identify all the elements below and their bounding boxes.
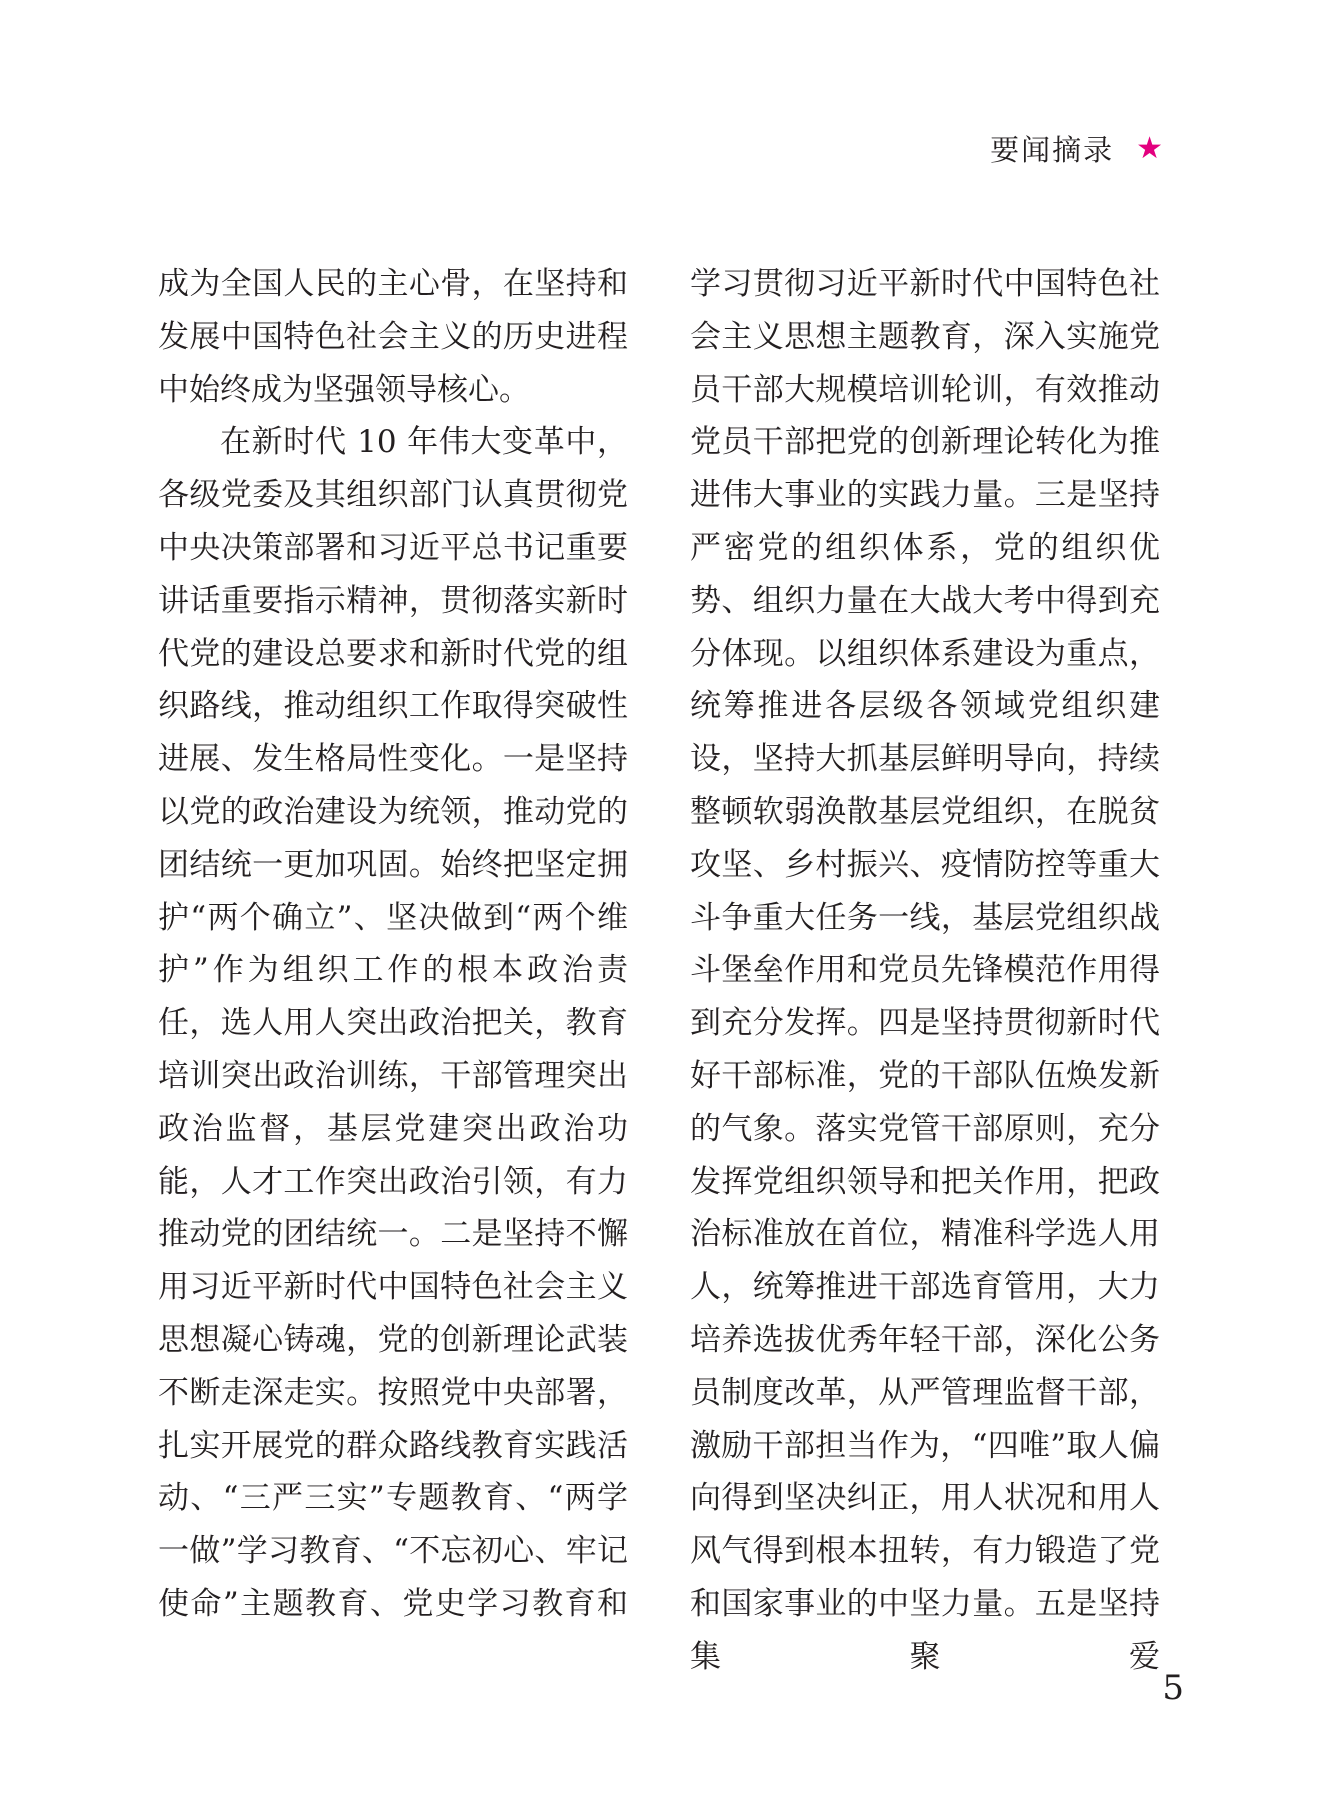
right-column [690, 258, 1160, 1684]
paragraph-continued: 学习贯彻习近平新时代中国特色社会主义思想主题教育，深入实施党员干部大规模培训轮训，有效推动党员干部把党的创新理论转化为推进伟大事业的实践力量。三是坚持严密党的组织体系，党的组织优势、组织力量在大战大考中得到充分体现。以组织体系建设为重点，统筹推进各层级各领域党组织建设，坚持大抓基层鲜明导向，持续整顿软弱涣散基层党组织，在脱贫攻坚、乡村振兴、疫情防控等重大斗争重大任务一线，基层党组织战斗堡垒作用和党员先锋模范作用得到充分发挥。四是坚持贯彻新时代好干部标准，党的干部队伍焕发新的气象。落实党管干部原则，充分发挥党组织领导和把关作用，把政治标准放在首位，精准科学选人用人，统筹推进干部选育管用，大力培养选拔优秀年轻干部，深化公务员制度改革，从严管理监督干部，激励干部担当作为，“四唯”取人偏向得到坚决纠正，用人状况和用人风气得到根本扭转，有力锻造了党和国家事业的中坚力量。五是坚持集聚爱 [690, 266, 1160, 1675]
page-number: 5 [1162, 1668, 1184, 1708]
left-column [158, 258, 628, 1631]
section-title: 要闻摘录 [990, 133, 1115, 167]
paragraph-main: 在新时代 10 年伟大变革中，各级党委及其组织部门认真贯彻党中央决策部署和习近平总书记重要讲话重要指示精神，贯彻落实新时代党的建设总要求和新时代党的组织路线，推动组织工作取得突破性进展、发生格局性变化。一是坚持以党的政治建设为统领，推动党的团结统一更加巩固。始终把坚定拥护“两个确立”、坚决做到“两个维护”作为组织工作的根本政治责任，选人用人突出政治把关，教育培训突出政治训练，干部管理突出政治监督，基层党建突出政治功能，人才工作突出政治引领，有力推动党的团结统一。二是坚持不懈用习近平新时代中国特色社会主义思想凝心铸魂，党的创新理论武装不断走深走实。按照党中央部署，扎实开展党的群众路线教育实践活动、“三严三实”专题教育、“两学一做”学习教育、“不忘初心、牢记使命”主题教育、党史学习教育和 [158, 424, 628, 1622]
star-icon: ★ [1136, 130, 1163, 166]
paragraph-continuation: 成为全国人民的主心骨，在坚持和发展中国特色社会主义的历史进程中始终成为坚强领导核心。 [158, 266, 628, 408]
running-header [990, 128, 1163, 169]
